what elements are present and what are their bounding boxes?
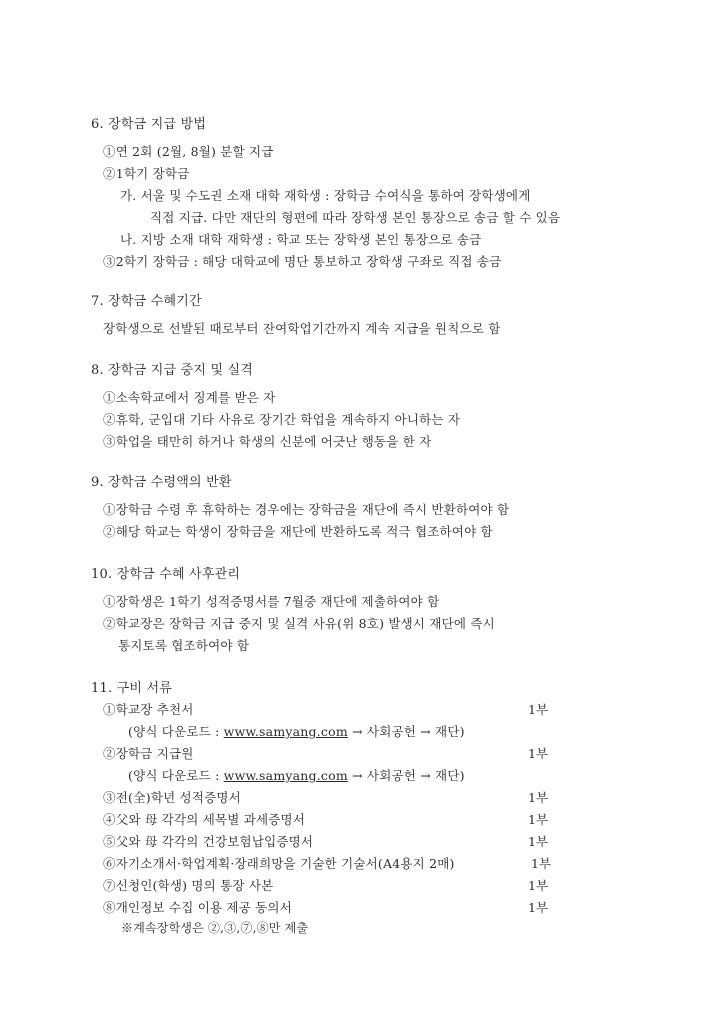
download-hint-2: [128, 767, 465, 785]
doc-item-5-label: ⑤父와 母 각각의 건강보험납입증명서: [103, 834, 314, 849]
download-suffix: → 사회공헌 → 재단): [347, 768, 465, 783]
download-prefix: (양식 다운로드 :: [128, 768, 224, 783]
section-6-item-2b: 나. 지방 소재 대학 재학생 : 학교 또는 장학생 본인 통장으로 송금: [120, 232, 482, 247]
doc-item-2-label: ②장학금 지급원: [103, 746, 194, 761]
doc-item-3-count: 1부: [528, 790, 549, 805]
doc-item-8-count: 1부: [528, 900, 549, 915]
doc-item-6-count: 1부: [531, 856, 552, 871]
section-8-item-1: ①소속학교에서 징계를 받은 자: [103, 390, 276, 405]
doc-item-8-label: ⑧개인정보 수집 이용 제공 동의서: [103, 900, 292, 915]
section-6-item-2a-line1: 가. 서울 및 수도권 소재 대학 재학생 : 장학금 수여식을 통하여 장학생에게: [120, 188, 531, 203]
download-prefix: (양식 다운로드 :: [128, 724, 224, 739]
section-6-item-2a-line2: 직접 지급. 다만 재단의 형편에 따라 장학생 본인 통장으로 송금 할 수 있음: [150, 210, 561, 225]
download-suffix: → 사회공헌 → 재단): [347, 724, 465, 739]
section-10-item-2-line1: ②학교장은 장학금 지급 중지 및 실격 사유(위 8호) 발생시 재단에 즉시: [103, 616, 495, 631]
section-6-item-3: ③2학기 장학금 : 해당 대학교에 명단 통보하고 장학생 구좌로 직접 송금: [103, 254, 502, 269]
section-8-title: 8. 장학금 지급 중지 및 실격: [91, 363, 254, 378]
section-9-item-2: ②해당 학교는 학생이 장학금을 재단에 반환하도록 적극 협조하여야 함: [103, 524, 493, 539]
doc-item-5-count: 1부: [528, 834, 549, 849]
doc-item-3-label: ③전(全)학년 성적증명서: [103, 790, 241, 805]
section-6-item-1: ①연 2회 (2월, 8월) 분할 지급: [103, 144, 274, 159]
doc-item-2-count: 1부: [528, 746, 549, 761]
section-9-item-1: ①장학금 수령 후 휴학하는 경우에는 장학금을 재단에 즉시 반환하여야 함: [103, 502, 510, 517]
section-11-title: 11. 구비 서류: [91, 681, 172, 696]
section-11-note: ※계속장학생은 ②,③,⑦,⑧만 제출: [121, 921, 309, 935]
section-6-item-2: ②1학기 장학금: [103, 166, 190, 181]
section-8-item-3: ③학업을 태만히 하거나 학생의 신분에 어긋난 행동을 한 자: [103, 434, 432, 449]
section-6-title: 6. 장학금 지급 방법: [91, 117, 207, 132]
section-10-item-1: ①장학생은 1학기 성적증명서를 7월중 재단에 제출하여야 함: [103, 594, 440, 609]
section-7-title: 7. 장학금 수혜기간: [91, 294, 202, 309]
download-hint-1: [128, 723, 465, 741]
section-9-title: 9. 장학금 수령액의 반환: [91, 475, 232, 490]
section-10-item-2-line2: 통지토록 협조하여야 함: [118, 638, 250, 653]
doc-item-7-count: 1부: [528, 878, 549, 893]
section-8-item-2: ②휴학, 군입대 기타 사유로 장기간 학업을 계속하지 아니하는 자: [103, 412, 461, 427]
doc-item-1-count: 1부: [528, 702, 549, 717]
section-10-title: 10. 장학금 수혜 사후관리: [91, 567, 241, 582]
section-7-body: 장학생으로 선발된 때로부터 잔여학업기간까지 계속 지급을 원칙으로 함: [103, 321, 501, 336]
download-link[interactable]: www.samyang.com: [223, 768, 348, 783]
doc-item-6-label: ⑥자기소개서·학업계획·장래희망을 기술한 기술서(A4용지 2매): [103, 856, 455, 871]
doc-item-4-label: ④父와 母 각각의 세목별 과세증명서: [103, 812, 306, 827]
doc-item-1-label: ①학교장 추천서: [103, 702, 194, 717]
download-link[interactable]: www.samyang.com: [223, 724, 348, 739]
doc-item-7-label: ⑦신청인(학생) 명의 통장 사본: [103, 878, 274, 893]
doc-item-4-count: 1부: [528, 812, 549, 827]
